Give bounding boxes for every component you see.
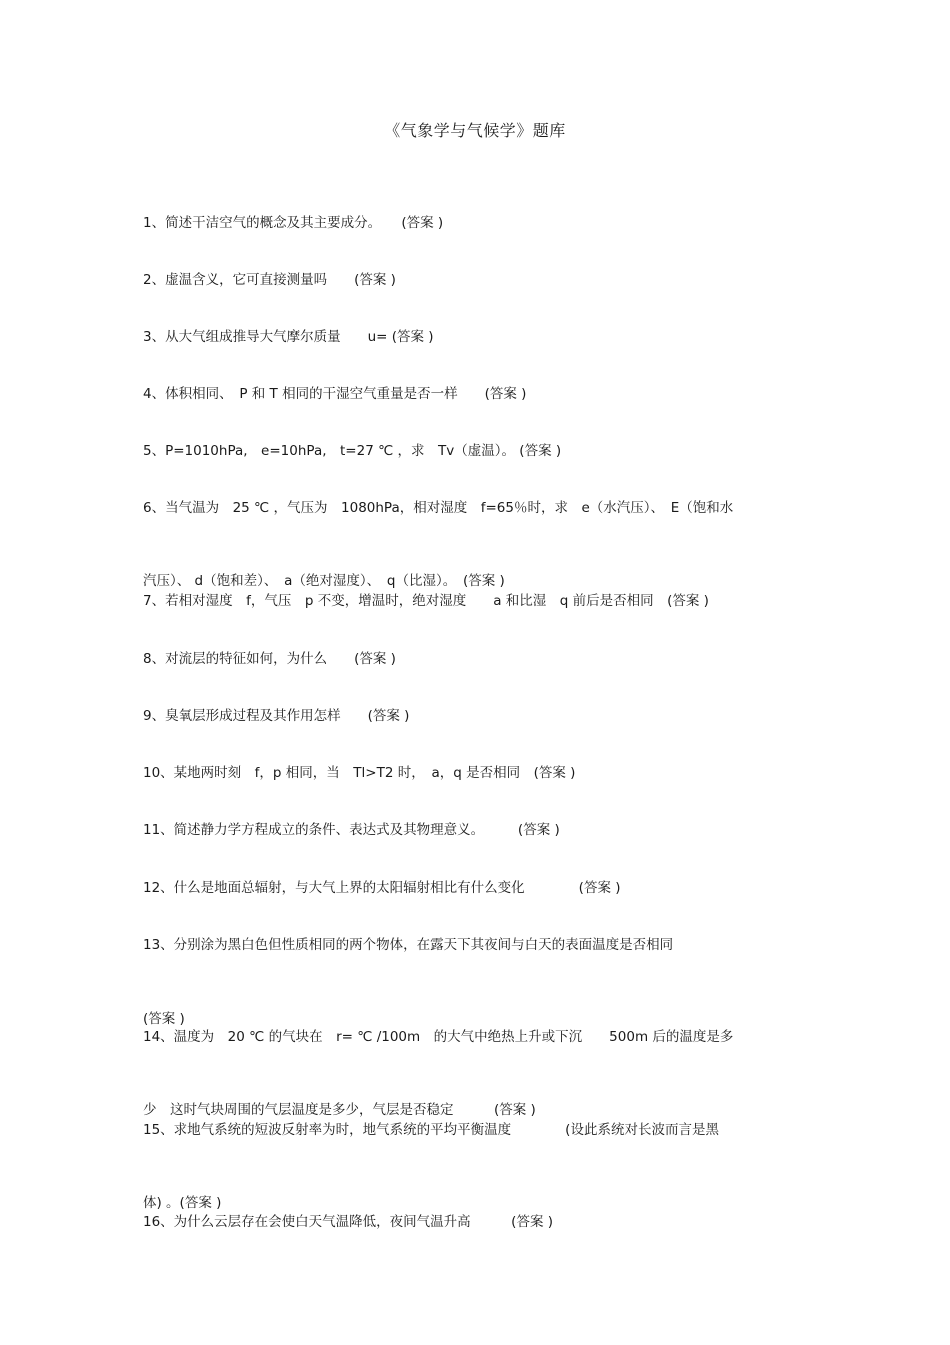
question-line: 12、什么是地面总辐射，与大气上界的太阳辐射相比有什么变化 (答案 ) — [143, 880, 621, 896]
question-line: 6、当气温为 25 ℃ ，气压为 1080hPa，相对湿度 f=65％时，求 e（水汽压）、 E（饱和水 — [143, 500, 734, 516]
question-line: 4、体积相同、 P 和 T 相同的干湿空气重量是否一样 (答案 ) — [143, 386, 527, 402]
question-line: 汽压）、 d（饱和差）、 a（绝对湿度）、 q（比湿）。 (答案 ) — [143, 573, 505, 589]
question-line: 少 这时气块周围的气层温度是多少，气层是否稳定 (答案 ) — [143, 1102, 536, 1118]
question-line: 3、从大气组成推导大气摩尔质量 u= (答案 ) — [143, 329, 434, 345]
question-line: 1、简述干洁空气的概念及其主要成分。 (答案 ) — [143, 215, 444, 231]
page-title: 《气象学与气候学》题库 — [384, 121, 566, 140]
question-line: 13、分别涂为黑白色但性质相同的两个物体，在露天下其夜间与白天的表面温度是否相同 — [143, 937, 674, 953]
question-line: 8、对流层的特征如何，为什么 (答案 ) — [143, 651, 396, 667]
question-line: 2、虚温含义，它可直接测量吗 (答案 ) — [143, 272, 396, 288]
question-line: (答案 ) — [143, 1011, 185, 1027]
question-line: 16、为什么云层存在会使白天气温降低，夜间气温升高 (答案 ) — [143, 1214, 554, 1230]
question-line: 11、简述静力学方程成立的条件、表达式及其物理意义。 (答案 ) — [143, 822, 560, 838]
question-line: 15、求地气系统的短波反射率为时，地气系统的平均平衡温度 (设此系统对长波而言是黑 — [143, 1122, 719, 1138]
question-line: 14、温度为 20 ℃ 的气块在 r= ℃ /100m 的大气中绝热上升或下沉 500m 后的温度是多 — [143, 1029, 734, 1045]
question-line: 5、P=1010hPa, e=10hPa, t=27 ℃ ，求 Tv（虚温）。 (答案 ) — [143, 443, 562, 459]
question-line: 体) 。(答案 ) — [143, 1195, 222, 1211]
question-16 — [143, 1172, 553, 1272]
question-line: 10、某地两时刻 f，p 相同，当 Tl>T2 时， a，q 是否相同 (答案 ) — [143, 765, 576, 781]
question-line: 7、若相对湿度 f，气压 p 不变，增温时，绝对湿度 a 和比湿 q 前后是否相同 (答案 ) — [143, 593, 709, 609]
question-line: 9、臭氧层形成过程及其作用怎样 (答案 ) — [143, 708, 410, 724]
